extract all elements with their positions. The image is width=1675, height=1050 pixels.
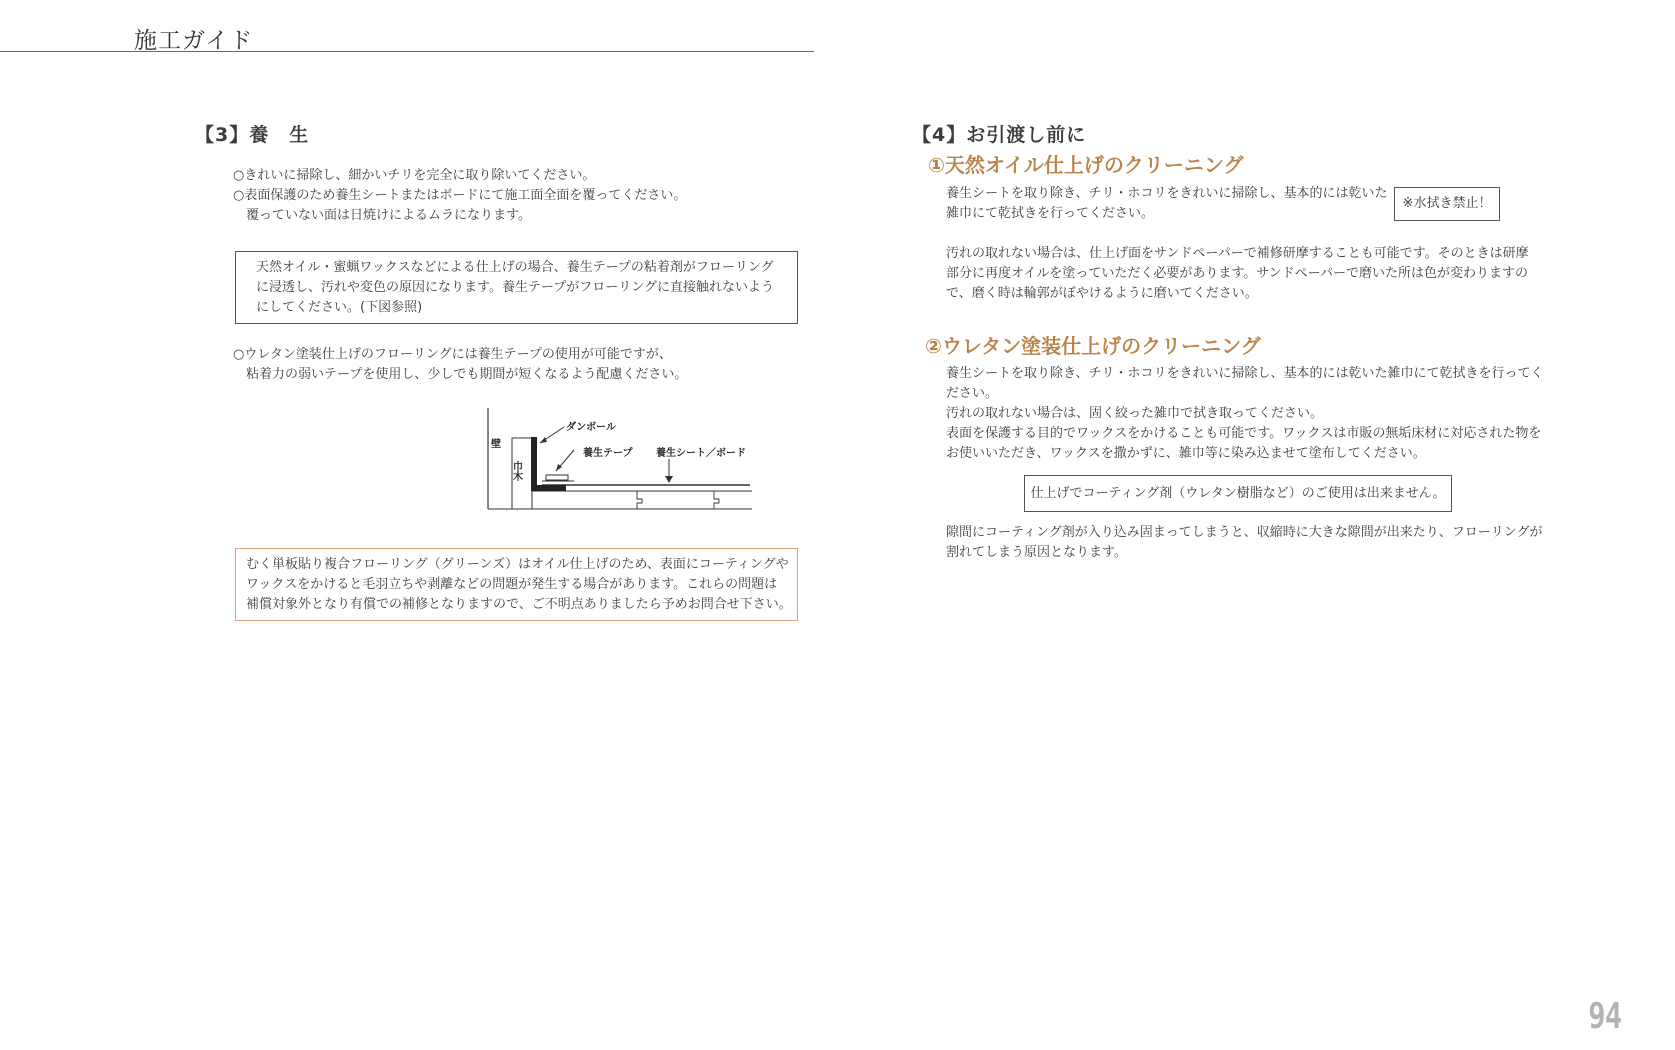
warning-line: ワックスをかけると毛羽立ちや剥離などの問題が発生する場合があります。これらの問題は	[246, 577, 778, 592]
protection-diagram	[482, 405, 752, 511]
oil-tape-note-box	[235, 251, 798, 324]
text-line: ださい。	[946, 386, 999, 401]
header-divider	[0, 51, 814, 52]
bullet-line: 粘着力の弱いテープを使用し、少しでも期間が短くなるよう配慮ください。	[233, 367, 688, 382]
section-3-heading: 【3】養 生	[195, 124, 310, 146]
urethane-para-2	[946, 523, 1542, 563]
floor-joint	[637, 491, 642, 509]
tape-shape	[546, 475, 568, 480]
arrow-head	[665, 476, 673, 483]
text-line: 養生シートを取り除き、チリ・ホコリをきれいに掃除し、基本的には乾いた雑巾にて乾拭きを行ってく	[946, 366, 1544, 381]
note-line: に浸透し、汚れや変色の原因になります。養生テープがフローリングに直接触れないよう	[256, 280, 775, 295]
note-line: にしてください。(下図参照)	[256, 300, 423, 315]
text-line: 汚れの取れない場合は、固く絞った雑巾で拭き取ってください。	[946, 406, 1324, 421]
warning-line: むく単板貼り複合フローリング（グリーンズ）はオイル仕上げのため、表面にコーティングや	[246, 557, 789, 572]
no-water-wipe-badge: ※水拭き禁止！	[1394, 187, 1500, 221]
text-line: 隙間にコーティング剤が入り込み固まってしまうと、収縮時に大きな隙間が出来たり、フローリングが	[946, 525, 1543, 540]
section-4-heading: 【4】お引渡し前に	[912, 124, 1087, 146]
bullet-line: 覆っていない面は日焼けによるムラになります。	[233, 208, 531, 223]
text-line: 汚れの取れない場合は、仕上げ面をサンドペーパーで補修研摩することも可能です。そのときは研摩	[946, 246, 1529, 261]
oil-para-2	[946, 244, 1529, 304]
text-line: お使いいただき、ワックスを撒かずに、雑巾等に染み込ませて塗布してください。	[946, 446, 1426, 461]
page-header-title: 施工ガイド	[134, 28, 254, 54]
bullet-line: ○ウレタン塗装仕上げのフローリングには養生テープの使用が可能ですが、	[233, 347, 672, 362]
coating-notice-box: 仕上げでコーティング剤（ウレタン樹脂など）のご使用は出来ません。	[1024, 475, 1452, 512]
page-number: 94	[1587, 996, 1621, 1037]
bullet-line: ○表面保護のため養生シートまたはボードにて施工面全面を覆ってください。	[233, 188, 687, 203]
label-tape: 養生テープ	[583, 448, 633, 459]
text-line: 養生シートを取り除き、チリ・ホコリをきれいに掃除し、基本的には乾いた	[946, 186, 1388, 201]
label-sheet: 養生シート／ボード	[656, 448, 746, 459]
text-line: 割れてしまう原因となります。	[946, 545, 1127, 560]
urethane-para-1	[946, 364, 1543, 464]
text-line: 表面を保護する目的でワックスをかけることも可能です。ワックスは市販の無垢床材に対応された物を	[946, 426, 1542, 441]
arrow-head	[540, 437, 547, 443]
urethane-cleaning-title: ②ウレタン塗装仕上げのクリーニング	[925, 334, 1261, 358]
label-baseboard: 巾木	[510, 461, 522, 481]
label-cardboard: ダンボール	[566, 422, 616, 433]
text-line: で、磨く時は輪郭がぼやけるように磨いてください。	[946, 286, 1258, 301]
text-line: 雑巾にて乾拭きを行ってください。	[946, 206, 1155, 221]
warning-box	[235, 548, 798, 621]
floor-joint	[714, 491, 719, 509]
warning-line: 補償対象外となり有償での補修となりますので、ご不明点ありましたら予めお問合せ下さい。	[246, 597, 792, 612]
label-wall: 壁	[491, 439, 501, 450]
bullet-line: ○きれいに掃除し、細かいチリを完全に取り除いてください。	[233, 168, 596, 183]
oil-cleaning-title: ①天然オイル仕上げのクリーニング	[928, 153, 1244, 177]
oil-para-1	[946, 184, 1387, 224]
text-line: 部分に再度オイルを塗っていただく必要があります。サンドペーパーで磨いた所は色が変わりますの	[946, 266, 1529, 281]
note-line: 天然オイル・蜜蝋ワックスなどによる仕上げの場合、養生テープの粘着剤がフローリング	[256, 260, 774, 275]
